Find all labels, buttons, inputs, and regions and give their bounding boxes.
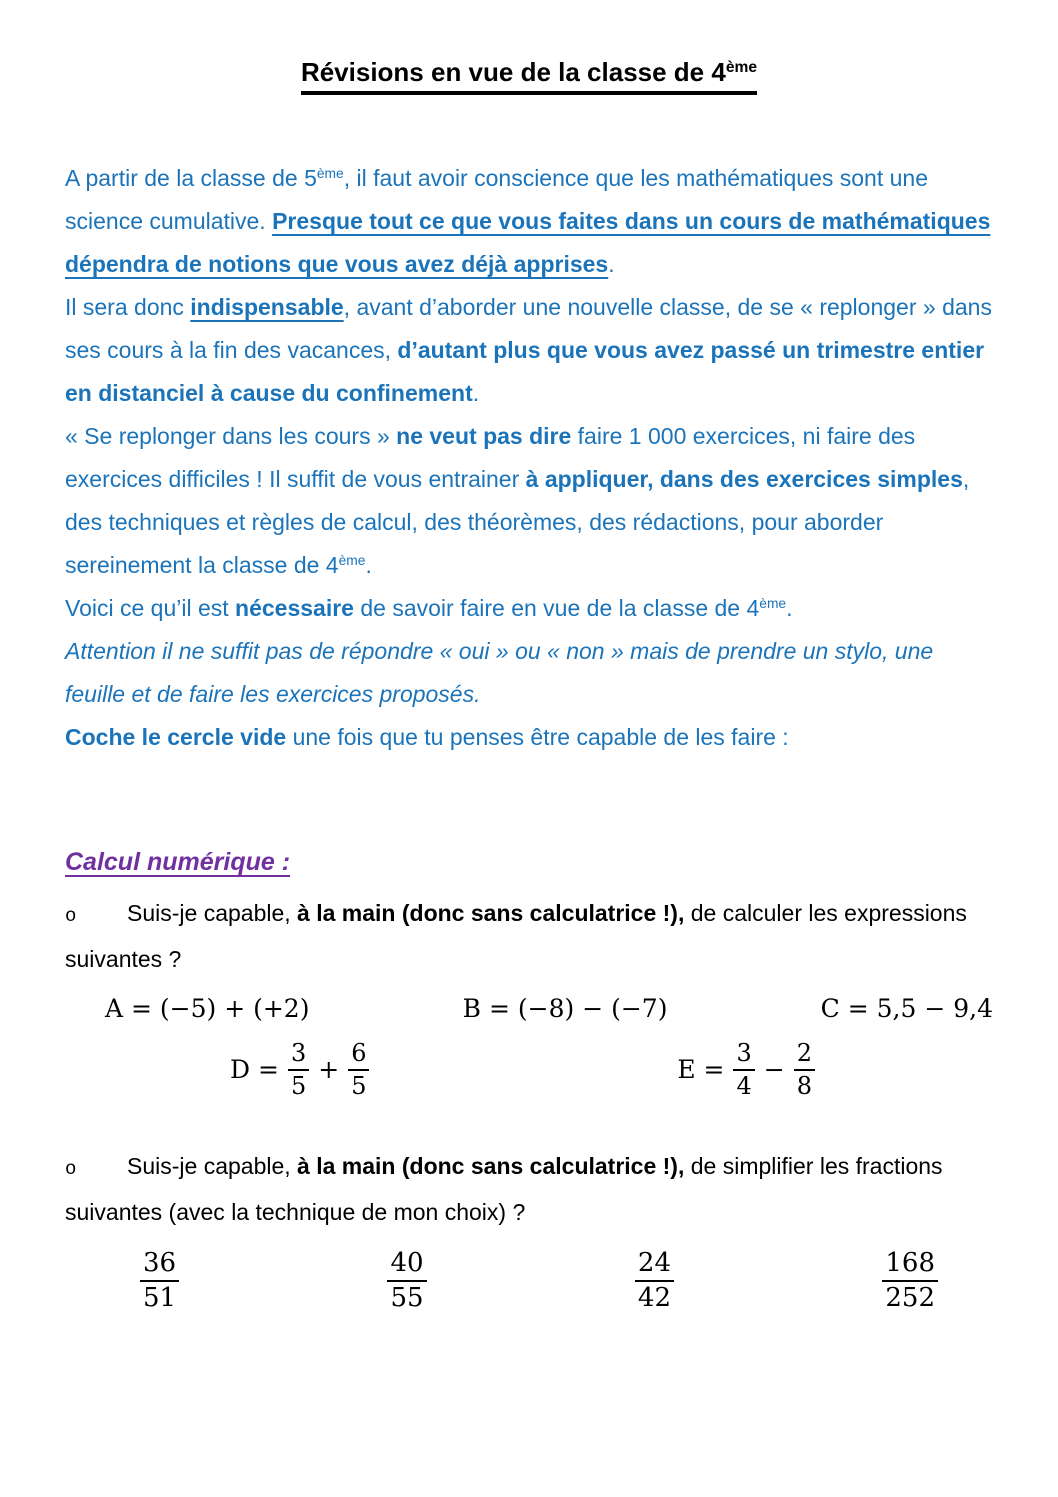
fraction: $\frac{3}{5}$ xyxy=(288,1039,309,1101)
page-title xyxy=(65,55,993,95)
operator-plus: + xyxy=(318,1055,340,1085)
emphasis-coche: Coche le cercle vide xyxy=(65,724,287,750)
expressions-row-de xyxy=(65,1039,993,1101)
section-heading-calcul-numerique: Calcul numérique : xyxy=(65,848,291,876)
paragraph-indispensable: Il sera donc indispensable, avant d’aborder une nouvelle classe, de se « replonger » dans ses cours à la fin des vacances, d’autant plus que vous avez passé un trimestre entier en distanciel à cause du confinement. xyxy=(65,294,992,406)
emphasis-ne-veut-pas-dire: ne veut pas dire xyxy=(396,423,572,449)
fraction: $\frac{6}{5}$ xyxy=(348,1039,369,1101)
fraction: $\frac{24}{42}$ xyxy=(635,1248,674,1314)
operator-minus: − xyxy=(763,1055,785,1085)
emphasis-a-la-main: à la main (donc sans calculatrice !), xyxy=(297,1152,685,1179)
emphasis-appliquer: à appliquer, dans des exercices simples xyxy=(525,466,963,492)
paragraph-cumulative: A partir de la classe de 5ème, il faut avoir conscience que les mathématiques sont une science cumulative. Presque tout ce que vous faites dans un cours de mathématiques dépendra de notions que vous avez déjà apprises. xyxy=(65,165,991,277)
paragraph-coche: Coche le cercle vide une fois que tu penses être capable de les faire : xyxy=(65,724,789,750)
paragraph-attention: Attention il ne suffit pas de répondre « oui » ou « non » mais de prendre un stylo, une feuille et de faire les exercices proposés. xyxy=(65,638,934,707)
fraction: $\frac{36}{51}$ xyxy=(140,1248,179,1314)
expression-a: A = (−5) + (+2) xyxy=(105,994,310,1023)
expression-d: D = $\frac{3}{5}$ + $\frac{6}{5}$ xyxy=(230,1039,369,1101)
expression-c: C = 5,5 − 9,4 xyxy=(820,994,993,1023)
fraction: $\frac{40}{55}$ xyxy=(387,1248,426,1314)
fraction: $\frac{168}{252}$ xyxy=(882,1248,938,1314)
bullet-item-calculer: o Suis-je capable, à la main (donc sans calculatrice !), de calculer les expressions suivantes ? xyxy=(65,892,993,981)
emphasis-dautant: d’autant plus que vous avez passé un trimestre entier en distanciel à cause du confinement xyxy=(65,337,985,406)
title-main: Révisions en vue de la classe de 4 xyxy=(300,57,726,87)
paragraph-voici: Voici ce qu’il est nécessaire de savoir faire en vue de la classe de 4ème. xyxy=(65,595,793,621)
fraction: $\frac{2}{8}$ xyxy=(794,1039,815,1101)
page-title-text xyxy=(301,55,757,95)
bullet-item-simplifier: o Suis-je capable, à la main (donc sans calculatrice !), de simplifier les fractions suivantes (avec la technique de mon choix) ? xyxy=(65,1145,993,1234)
emphasis-a-la-main: à la main (donc sans calculatrice !), xyxy=(297,900,685,926)
fraction: $\frac{3}{4}$ xyxy=(733,1039,754,1101)
emphasis-presque: Presque tout ce que vous faites dans un cours de mathématiques dépendra de notions que vous avez déjà apprises xyxy=(65,208,991,277)
expressions-row-abc xyxy=(65,989,993,1029)
bullet-marker: o xyxy=(65,905,77,927)
fractions-row xyxy=(65,1248,993,1314)
simplify-section xyxy=(65,1145,993,1314)
emphasis-necessaire: nécessaire xyxy=(235,595,354,621)
bullet-marker: o xyxy=(65,1157,77,1180)
title-superscript: ème xyxy=(725,59,758,77)
expression-e: E = $\frac{3}{4}$ − $\frac{2}{8}$ xyxy=(677,1039,815,1101)
intro-section xyxy=(65,157,993,759)
emphasis-indispensable: indispensable xyxy=(190,294,344,320)
paragraph-se-replonger: « Se replonger dans les cours » ne veut pas dire faire 1 000 exercices, ni faire des exercices difficiles ! Il suffit de vous entrainer à appliquer, dans des exercices simples, des techniques et règles de calcul, des théorèmes, des rédactions, pour aborder sereinement la classe de 4ème. xyxy=(65,423,970,578)
expression-b: B = (−8) − (−7) xyxy=(462,994,668,1023)
